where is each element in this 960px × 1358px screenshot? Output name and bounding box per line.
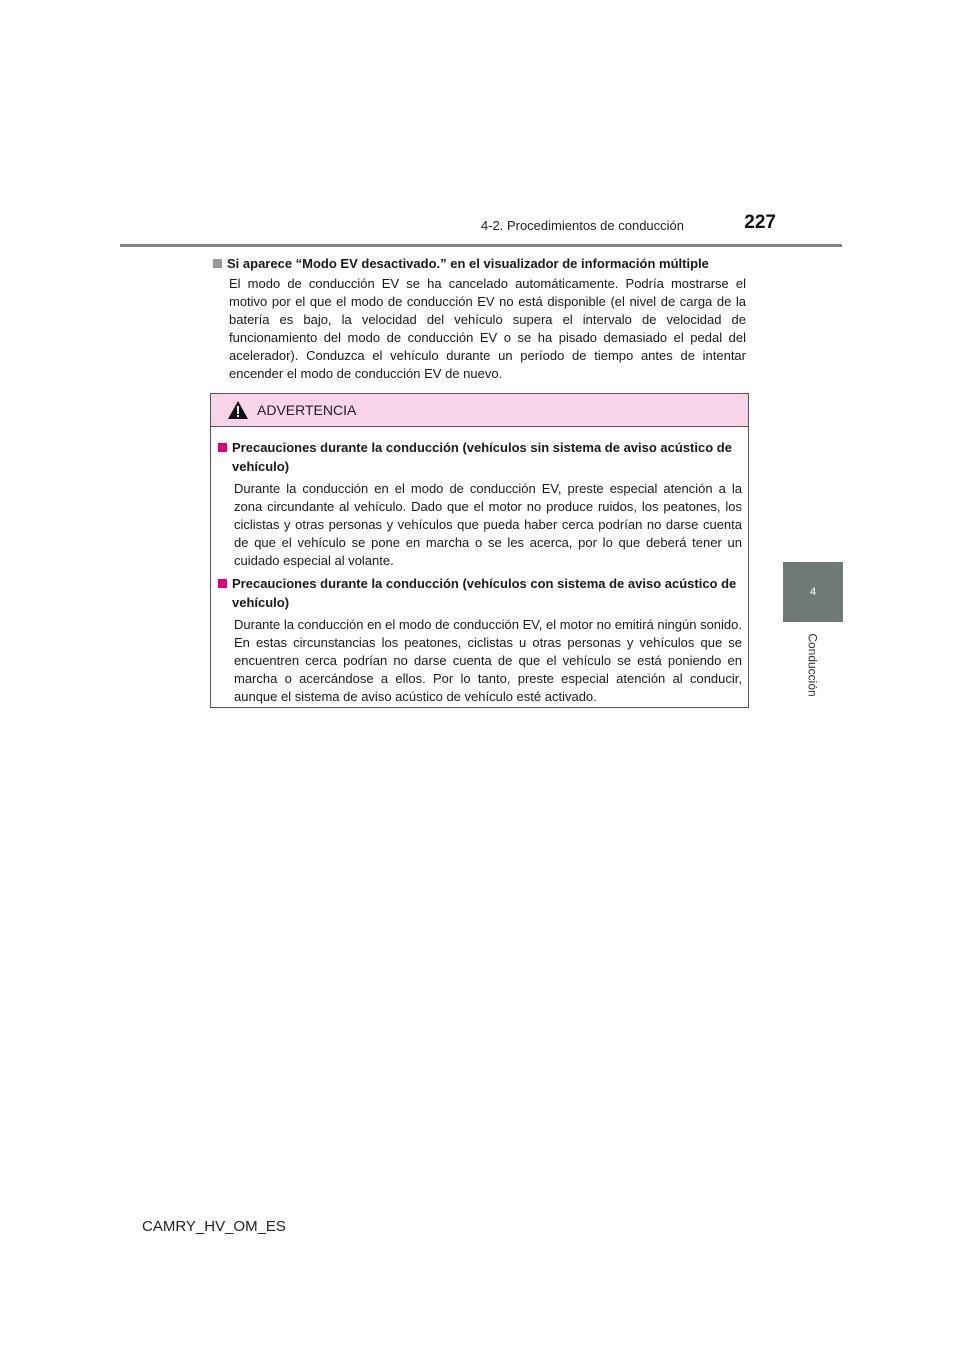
section-heading-text: Si aparece “Modo EV desactivado.” en el visualizador de información múltiple [227, 256, 709, 271]
square-bullet-icon [218, 443, 227, 452]
warning-item-heading [217, 574, 742, 612]
warning-item-body: Durante la conducción en el modo de conducción EV, el motor no emitirá ningún sonido. En estas circunstancias los peatones, ciclistas u otras personas y vehículos que se encuentren cerca podrían no darse cuenta de que el vehículo se está poniendo en marcha o acercándose a ellos. Por lo tanto, preste especial atención al conducir, aunque el sistema de aviso acústico de vehículo esté activado. [234, 617, 742, 704]
chapter-number: 4 [809, 586, 817, 598]
warning-box [210, 393, 749, 708]
section-title: 4-2. Procedimientos de conducción [480, 218, 684, 233]
info-section [212, 254, 746, 383]
warning-item-heading-text: Precauciones durante la conducción (vehículos sin sistema de aviso acústico de vehículo) [232, 440, 732, 474]
chapter-tab [783, 562, 843, 622]
warning-item-heading-text: Precauciones durante la conducción (vehículos con sistema de aviso acústico de vehículo) [232, 576, 737, 610]
square-bullet-icon [218, 579, 227, 588]
header-divider [120, 244, 842, 247]
section-body: El modo de conducción EV se ha cancelado automáticamente. Podría mostrarse el motivo por el que el modo de conducción EV no está disponible (el nivel de carga de la batería es bajo, la velocidad del vehículo supera el intervalo de velocidad de funcionamiento del modo de conducción EV o se ha pisado demasiado el pedal del acelerador). Conduzca el vehículo durante un período de tiempo antes de intentar encender el modo de conducción EV de nuevo. [229, 276, 746, 381]
warning-item-body: Durante la conducción en el modo de conducción EV, preste especial atención a la zona circundante al vehículo. Dado que el motor no produce ruidos, los peatones, los ciclistas y otras personas y vehículos que pueda haber cerca podrían no darse cuenta de que el vehículo se pone en marcha o se les acerca, por lo que deberá tener un cuidado especial al volante. [234, 481, 742, 568]
document-code: CAMRY_HV_OM_ES [142, 1218, 286, 1235]
warning-title: ADVERTENCIA [257, 402, 357, 418]
warning-triangle-icon [227, 400, 249, 420]
square-bullet-icon [213, 259, 222, 268]
chapter-label-text: Conducción [806, 633, 820, 697]
chapter-label [783, 630, 843, 700]
page-number: 227 [744, 212, 776, 233]
warning-content [211, 427, 748, 706]
warning-item-heading [217, 438, 742, 476]
warning-item [217, 574, 742, 706]
section-heading [212, 254, 746, 273]
warning-item [217, 438, 742, 570]
warning-title-bar [211, 394, 748, 427]
